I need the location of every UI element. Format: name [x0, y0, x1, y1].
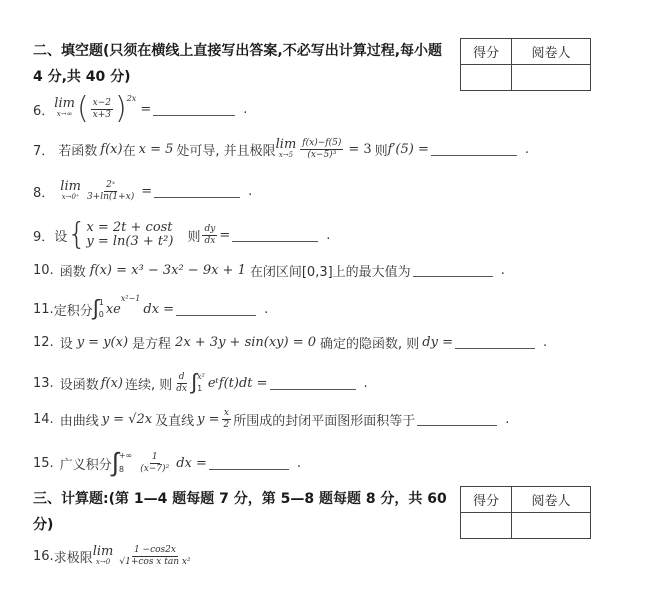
numerator: 2ˣ [106, 180, 116, 190]
score-cell[interactable] [461, 65, 512, 91]
limit-expression [54, 98, 75, 120]
question-9 [33, 217, 331, 252]
fraction [300, 138, 343, 161]
period: . [296, 455, 302, 471]
text: 处可导, 并且极限 [176, 144, 276, 159]
text: 广义积分 [59, 457, 112, 473]
equation-x: x = 2t + cost [86, 220, 173, 235]
fraction [85, 180, 136, 203]
integral-limits [99, 297, 104, 321]
question-13 [33, 368, 368, 398]
text: 设函数 [59, 377, 99, 393]
lim-subscript: x→∞ [56, 110, 73, 118]
text: 连续, 则 [125, 377, 173, 393]
denominator: (x−7)² [140, 463, 170, 474]
fraction [138, 452, 171, 475]
limit-expression [92, 543, 114, 568]
math-condition: x = 5 [138, 142, 174, 157]
math-fprime: f′(5) = [387, 142, 429, 157]
answer-blank[interactable] [209, 457, 289, 470]
text: 确定的隐函数, 则 [320, 337, 420, 352]
upper-limit: x² [197, 372, 205, 381]
lim-subscript: x→0 [95, 557, 111, 566]
exponent: 2x [126, 94, 137, 103]
numerator: x [223, 408, 229, 418]
text: 所围成的封闭平面图形面积等于 [233, 414, 416, 429]
limit-expression [275, 136, 297, 161]
math-equation: 2x + 3y + sin(xy) = 0 [175, 335, 317, 350]
text: 则 [187, 229, 201, 245]
grader-header: 阅卷人 [512, 487, 591, 513]
equals: = [219, 227, 231, 243]
grader-cell[interactable] [512, 65, 591, 91]
lower-limit: 8 [118, 465, 124, 474]
differential: dx = [176, 455, 207, 471]
question-number: 16. [33, 549, 54, 564]
answer-blank[interactable] [153, 103, 235, 116]
period: . [248, 184, 253, 199]
fraction [91, 98, 113, 121]
answer-blank[interactable] [176, 303, 256, 316]
answer-blank[interactable] [413, 264, 493, 277]
question-number: 12. [33, 335, 54, 350]
numerator: f(x)−f(5) [302, 138, 342, 148]
question-15 [33, 448, 301, 478]
question-number: 10. [33, 263, 54, 278]
period: . [505, 412, 510, 427]
upper-limit: +∞ [118, 451, 133, 460]
text: 在闭区间[0,3]上的最大值为 [249, 265, 411, 280]
integral-sign: ∫ [111, 448, 119, 478]
lim-subscript: x→0⁺ [61, 192, 80, 201]
question-7 [33, 138, 529, 161]
period: . [500, 263, 505, 278]
denominator: dx [176, 383, 188, 394]
question-number: 7． [33, 144, 55, 159]
answer-blank[interactable] [455, 336, 535, 349]
text: 设 [54, 229, 68, 245]
denominator: √1+cos x tan x² [119, 557, 191, 567]
grader-cell[interactable] [512, 513, 591, 539]
question-number: 9． [33, 229, 55, 245]
text: 求极限 [53, 551, 93, 566]
lim-label: lim [92, 543, 114, 559]
math-dy: dy = [422, 335, 453, 350]
text: 则 [374, 144, 388, 159]
upper-limit: 1 [98, 298, 104, 307]
text: 由曲线 [59, 414, 99, 429]
numerator: d [178, 371, 185, 382]
score-header: 得分 [461, 39, 512, 65]
question-number: 13. [33, 375, 54, 391]
score-table-section-2 [460, 38, 591, 91]
text: 是方程 [132, 337, 172, 352]
question-number: 6． [33, 103, 55, 119]
lim-label: lim [60, 178, 81, 194]
math-function: f(x) = x³ − 3x² − 9x + 1 [89, 263, 246, 278]
integrand: xe [105, 301, 121, 317]
question-11 [33, 294, 268, 324]
math-fx: f(x) [100, 375, 123, 391]
answer-blank[interactable] [431, 143, 517, 156]
period: . [524, 142, 530, 157]
integral-limits [197, 371, 205, 395]
score-cell[interactable] [461, 513, 512, 539]
text: 设 [59, 337, 73, 352]
denominator: (x−5)³ [307, 150, 337, 160]
math-line: y = [197, 412, 220, 427]
period: . [326, 227, 331, 243]
equation-y: y = ln(3 + t²) [86, 234, 174, 249]
math-curve: y = √2x [101, 412, 153, 427]
left-paren: ( [76, 91, 89, 126]
numerator: 1 [151, 451, 158, 462]
math-yx: y = y(x) [76, 335, 129, 350]
text: 函数 [59, 265, 86, 280]
integrand: eᵗf(t)dt = [207, 375, 268, 391]
text: 若函数 [58, 144, 98, 159]
integral-sign: ∫ [191, 370, 198, 395]
question-number: 8． [33, 186, 55, 201]
math-fx: f(x) [100, 142, 123, 157]
denominator: 3+ln(1+x) [86, 192, 135, 202]
integral-sign: ∫ [92, 296, 99, 321]
question-12 [33, 333, 547, 352]
question-6 [33, 91, 248, 126]
text: 在 [122, 144, 136, 159]
question-number: 15. [33, 455, 54, 471]
section-2-title-line1: 二、填空题(只须在横线上直接写出答案,不必写出计算过程,每小题 [33, 43, 443, 59]
period: . [543, 335, 548, 350]
numerator: 1 −cos2x [133, 545, 176, 555]
answer-blank[interactable] [154, 185, 240, 198]
right-paren: ) [115, 91, 127, 126]
period: . [243, 101, 248, 117]
grader-header: 阅卷人 [512, 39, 591, 65]
question-16 [33, 545, 195, 568]
answer-blank[interactable] [270, 377, 356, 390]
question-14 [33, 408, 509, 431]
section-3-title-line2: 分) [33, 517, 54, 533]
section-3-title-line1: 三、计算题:(第 1—4 题每题 7 分，第 5—8 题每题 8 分，共 60 [33, 491, 447, 507]
denominator: dx [204, 235, 216, 246]
equals: = [141, 184, 153, 199]
question-8 [33, 180, 252, 203]
lim-label: lim [275, 136, 297, 152]
answer-blank[interactable] [232, 229, 318, 242]
period: . [264, 301, 269, 317]
answer-blank[interactable] [417, 413, 497, 426]
fraction [221, 408, 231, 431]
numerator: x−2 [92, 97, 111, 108]
lim-label: lim [54, 96, 75, 111]
score-header: 得分 [461, 487, 512, 513]
equals-value: = 3 [348, 142, 372, 157]
section-2-title-line2: 4 分,共 40 分) [33, 69, 131, 85]
question-number: 11. [33, 301, 54, 317]
parametric-system [86, 221, 173, 249]
fraction [202, 224, 217, 247]
period: . [363, 375, 368, 391]
equals: = [140, 101, 152, 117]
denominator: x+3 [92, 109, 111, 120]
question-number: 14. [33, 412, 54, 427]
lim-subscript: x→5 [278, 150, 294, 159]
text: 定积分 [53, 303, 93, 319]
lower-limit: 1 [197, 384, 203, 393]
fraction [174, 372, 189, 395]
text: 及直线 [155, 414, 195, 429]
denominator: 2 [223, 420, 230, 430]
question-10 [33, 261, 505, 280]
exponent: x²−1 [120, 294, 141, 303]
fraction [117, 545, 192, 568]
integral-limits [119, 449, 132, 477]
numerator: dy [204, 223, 216, 234]
lower-limit: 0 [98, 310, 104, 319]
score-table-section-3 [460, 486, 591, 539]
differential: dx = [143, 301, 175, 317]
left-brace: { [67, 217, 87, 252]
limit-expression [60, 178, 81, 203]
